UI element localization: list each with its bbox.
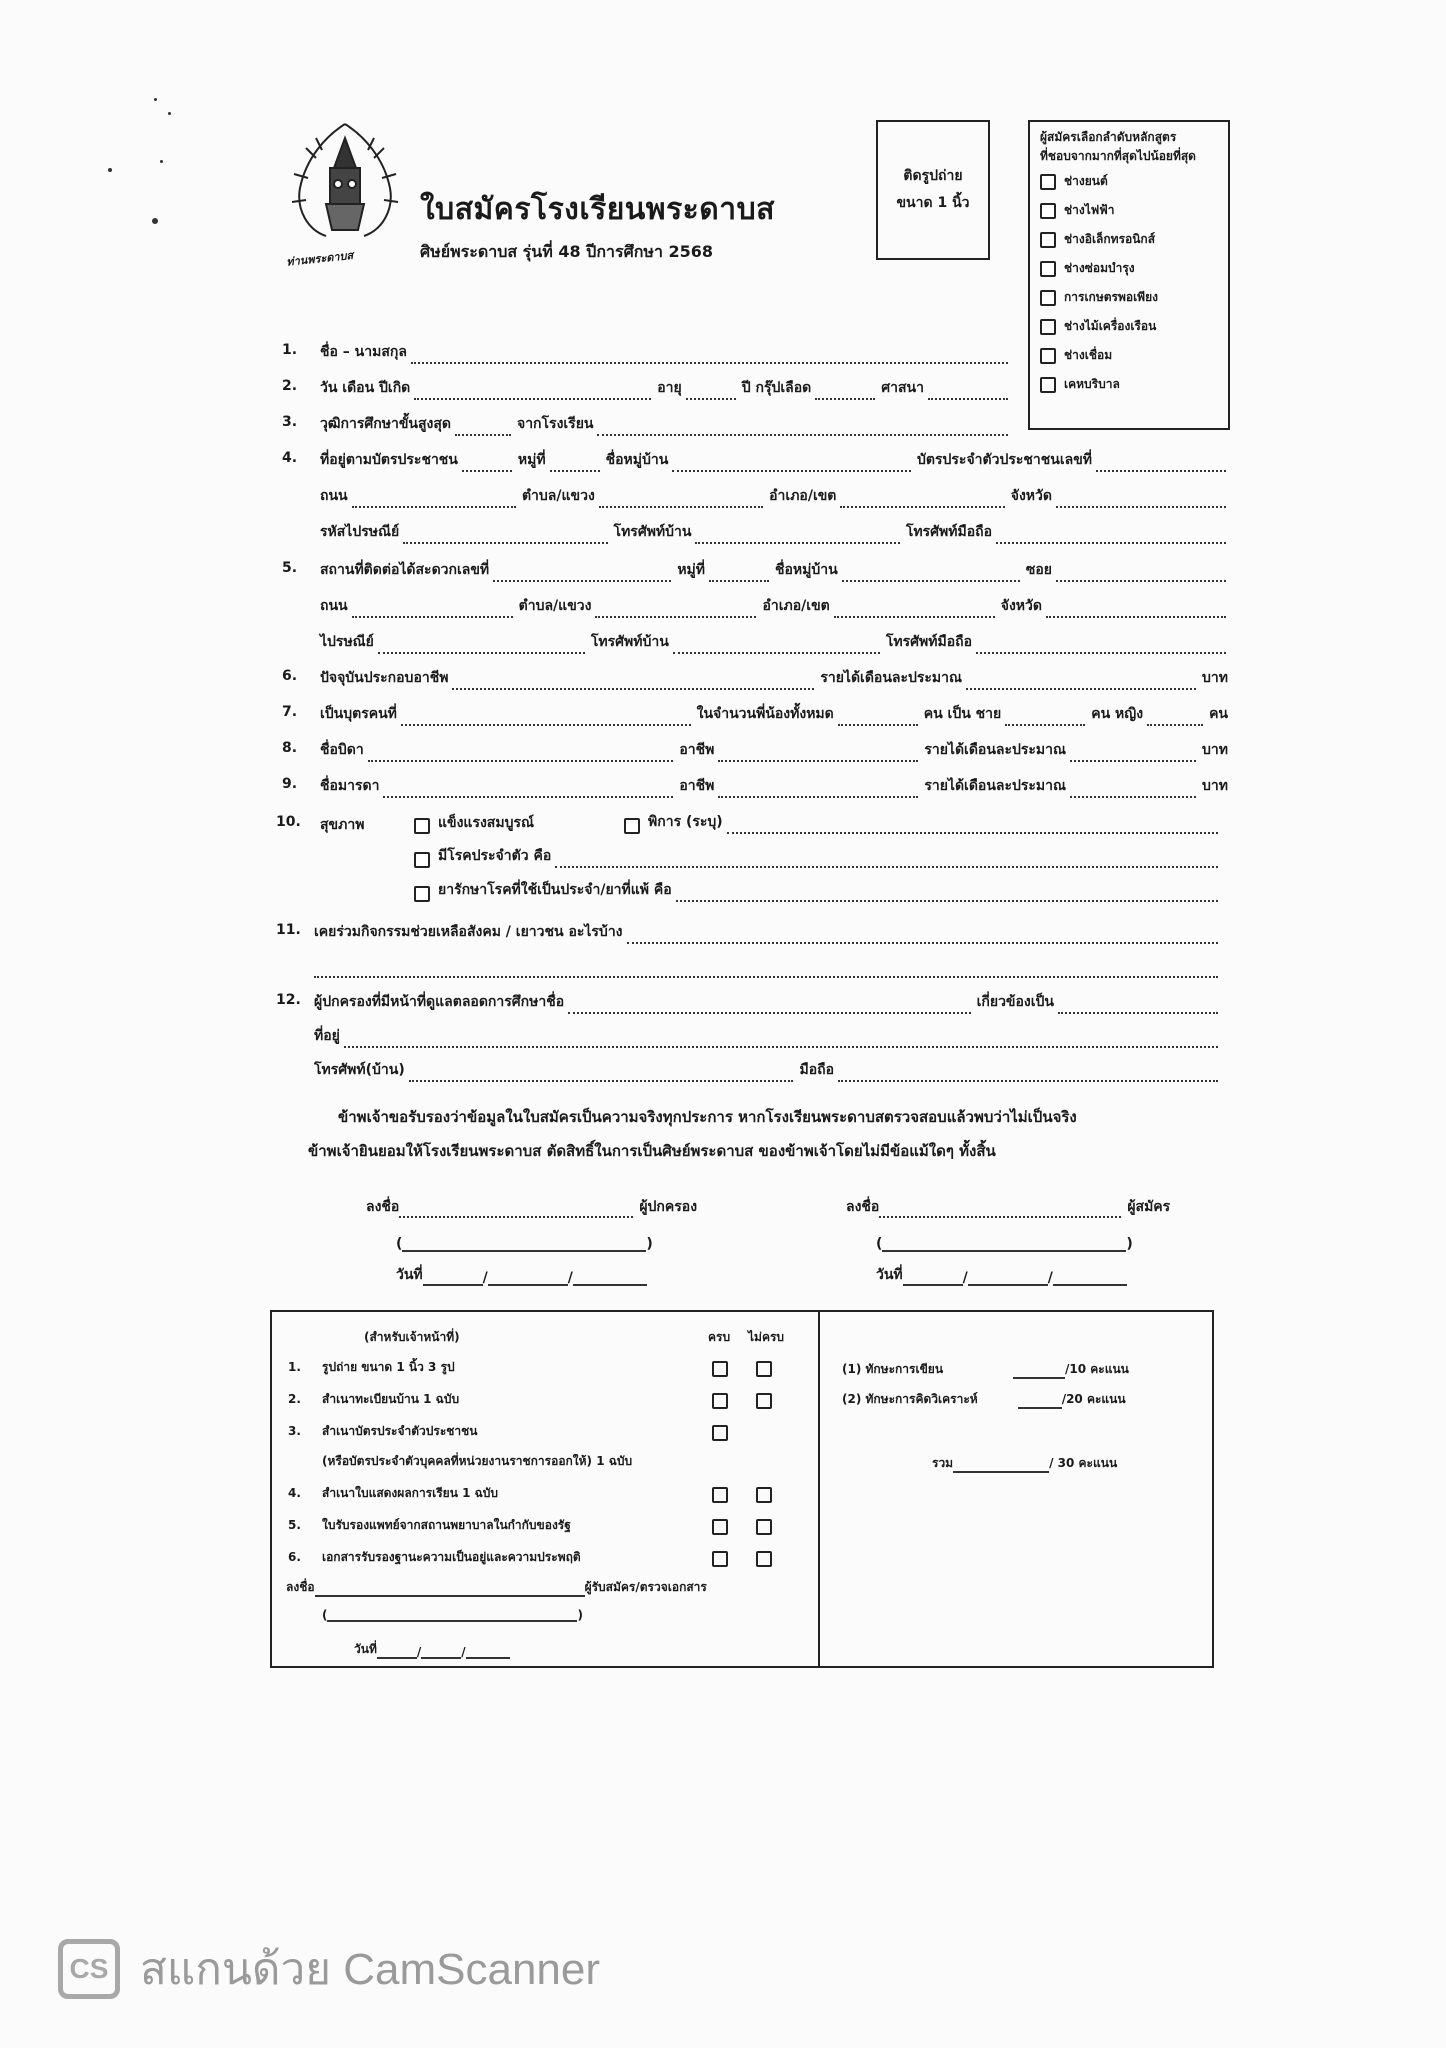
field-income[interactable] bbox=[966, 676, 1196, 690]
checkbox-complete[interactable] bbox=[712, 1551, 728, 1567]
label-relation: เกี่ยวข้องเป็น bbox=[976, 994, 1054, 1010]
course-box-title: ผู้สมัครเลือกลำดับหลักสูตร bbox=[1040, 130, 1177, 144]
checkbox-complete[interactable] bbox=[712, 1519, 728, 1535]
field-religion[interactable] bbox=[928, 386, 1008, 400]
label-district: อำเภอ/เขต bbox=[762, 598, 830, 614]
row-name bbox=[320, 342, 1014, 364]
field-mother-income[interactable] bbox=[1070, 784, 1196, 798]
score-analysis: (2) ทักษะการคิดวิเคราะห์ /20 คะแนน bbox=[842, 1390, 1126, 1409]
guardian-date: วันที่ / / bbox=[396, 1264, 647, 1286]
field-activity-line2[interactable] bbox=[314, 964, 1218, 978]
logo-caption: ท่านพระดาบส bbox=[285, 248, 354, 269]
row-guardian-phone bbox=[314, 1060, 1224, 1082]
label-homephone: โทรศัพท์บ้าน bbox=[590, 634, 669, 650]
label-baht: บาท bbox=[1202, 742, 1228, 758]
item-number: 3. bbox=[282, 414, 298, 430]
field-district[interactable] bbox=[840, 494, 1004, 508]
label-religion: ศาสนา bbox=[881, 380, 924, 396]
row-contact-2 bbox=[320, 596, 1232, 618]
label-activity: เคยร่วมกิจกรรมช่วยเหลือสังคม / เยาวชน อะไรบ้าง bbox=[314, 924, 623, 940]
field-mother[interactable] bbox=[383, 784, 673, 798]
item-number: 11. bbox=[276, 922, 301, 938]
field-guardian-phone[interactable] bbox=[409, 1068, 794, 1082]
label-siblings: ในจำนวนพี่น้องทั้งหมด bbox=[696, 706, 834, 722]
field-score-analysis[interactable] bbox=[1018, 1395, 1062, 1409]
label-moo: หมู่ที่ bbox=[517, 452, 546, 468]
label-blood: ปี กรุ๊ปเลือด bbox=[741, 380, 812, 396]
field-father[interactable] bbox=[368, 748, 674, 762]
item-number: 2. bbox=[282, 378, 298, 394]
field-guardian-address[interactable] bbox=[344, 1034, 1218, 1048]
applicant-signature: ลงชื่อ ผู้สมัคร bbox=[846, 1196, 1170, 1218]
label-mobile: โทรศัพท์มือถือ bbox=[885, 634, 973, 650]
option-disease[interactable]: มีโรคประจำตัว คือ bbox=[414, 846, 1224, 868]
field-homephone[interactable] bbox=[695, 530, 899, 544]
row-father bbox=[320, 740, 1232, 762]
label-guardian-address: ที่อยู่ bbox=[314, 1028, 340, 1044]
receiver-printed-name: ( ) bbox=[322, 1608, 583, 1622]
field-year[interactable] bbox=[466, 1645, 510, 1659]
guardian-signature: ลงชื่อ ผู้ปกครอง bbox=[366, 1196, 697, 1218]
field-month[interactable] bbox=[968, 1272, 1048, 1286]
watermark-text: สแกนด้วย CamScanner bbox=[140, 1945, 601, 1994]
field-fullname[interactable] bbox=[411, 350, 1008, 364]
course-selection-box bbox=[1028, 120, 1230, 430]
applicant-date: วันที่ / / bbox=[876, 1264, 1127, 1286]
item-number: 5. bbox=[282, 560, 298, 576]
checkbox-incomplete[interactable] bbox=[756, 1361, 772, 1377]
course-option[interactable]: ช่างไฟฟ้า bbox=[1040, 196, 1218, 225]
checkbox-complete[interactable] bbox=[712, 1393, 728, 1409]
field-village[interactable] bbox=[842, 568, 1020, 582]
label-village: ชื่อหมู่บ้าน bbox=[775, 562, 838, 578]
label-subdistrict: ตำบล/แขวง bbox=[518, 598, 592, 614]
label-baht: บาท bbox=[1202, 670, 1228, 686]
photo-label: ติดรูปถ่าย bbox=[903, 168, 963, 185]
item-number: 1. bbox=[282, 342, 298, 358]
item-number: 12. bbox=[276, 992, 301, 1008]
field-male[interactable] bbox=[1005, 712, 1085, 726]
row-contact-3 bbox=[320, 632, 1232, 654]
label-age: อายุ bbox=[657, 380, 682, 396]
office-item: 6. เอกสารรับรองฐานะความเป็นอยู่และความประพฤติ bbox=[288, 1549, 581, 1564]
field-subdistrict[interactable] bbox=[595, 604, 756, 618]
row-mother bbox=[320, 776, 1232, 798]
field-subdistrict[interactable] bbox=[599, 494, 763, 508]
checkbox-icon[interactable] bbox=[414, 852, 430, 868]
checkbox-icon[interactable] bbox=[1040, 319, 1056, 335]
course-option[interactable]: ช่างยนต์ bbox=[1040, 167, 1218, 196]
label-village: ชื่อหมู่บ้าน bbox=[605, 452, 669, 468]
field-province[interactable] bbox=[1056, 494, 1226, 508]
field-female[interactable] bbox=[1147, 712, 1203, 726]
row-birth bbox=[320, 378, 1014, 400]
score-writing: (1) ทักษะการเขียน /10 คะแนน bbox=[842, 1360, 1129, 1379]
field-applicant-signature[interactable] bbox=[879, 1204, 1121, 1218]
field-activity[interactable] bbox=[627, 930, 1218, 944]
field-occupation[interactable] bbox=[452, 676, 814, 690]
field-applicant-printed-name[interactable] bbox=[882, 1238, 1126, 1252]
office-header: (สำหรับเจ้าหน้าที่) bbox=[364, 1329, 460, 1344]
label-moo: หมู่ที่ bbox=[677, 562, 706, 578]
course-option[interactable]: ช่างเชื่อม bbox=[1040, 341, 1218, 370]
office-col-incomplete: ไม่ครบ bbox=[748, 1329, 785, 1344]
field-mobile[interactable] bbox=[976, 640, 1226, 654]
field-receiver-signature[interactable] bbox=[315, 1583, 585, 1597]
label-education: วุฒิการศึกษาขั้นสูงสุด bbox=[320, 416, 451, 432]
receiver-date: วันที่ / / bbox=[354, 1640, 510, 1659]
course-option[interactable]: ช่างซ่อมบำรุง bbox=[1040, 254, 1218, 283]
field-moo[interactable] bbox=[709, 568, 769, 582]
label-contact: สถานที่ติดต่อได้สะดวกเลขที่ bbox=[320, 562, 490, 578]
scan-speck bbox=[160, 160, 163, 163]
label-income: รายได้เดือนละประมาณ bbox=[820, 670, 963, 686]
field-contact-no[interactable] bbox=[493, 568, 671, 582]
scan-speck bbox=[108, 168, 112, 172]
row-guardian bbox=[314, 992, 1224, 1014]
label-guardian-mobile: มือถือ bbox=[799, 1062, 834, 1078]
label-road: ถนน bbox=[320, 488, 348, 504]
item-number: 8. bbox=[282, 740, 298, 756]
field-mother-job[interactable] bbox=[718, 784, 918, 798]
field-score-total[interactable] bbox=[953, 1459, 1049, 1473]
label-postal: ไปรษณีย์ bbox=[320, 634, 374, 650]
checkbox-icon[interactable] bbox=[1040, 203, 1056, 219]
row-siblings bbox=[320, 704, 1232, 726]
checkbox-incomplete[interactable] bbox=[756, 1551, 772, 1567]
label-province: จังหวัด bbox=[1000, 598, 1042, 614]
form-subtitle: ศิษย์พระดาบส รุ่นที่ 48 ปีการศึกษา 2568 bbox=[420, 242, 714, 261]
row-address-3 bbox=[320, 522, 1232, 544]
field-blood[interactable] bbox=[815, 386, 875, 400]
field-medicine[interactable] bbox=[676, 888, 1218, 902]
field-siblings[interactable] bbox=[838, 712, 918, 726]
label-female: คน หญิง bbox=[1091, 706, 1144, 722]
option-disabled[interactable]: พิการ (ระบุ) bbox=[624, 812, 1224, 834]
field-score-writing[interactable] bbox=[1013, 1365, 1065, 1379]
field-district[interactable] bbox=[834, 604, 995, 618]
item-number: 7. bbox=[282, 704, 298, 720]
scan-speck bbox=[168, 112, 171, 115]
field-month[interactable] bbox=[421, 1645, 461, 1659]
field-receiver-printed-name[interactable] bbox=[327, 1608, 577, 1622]
applicant-printed-name: ( ) bbox=[876, 1236, 1133, 1252]
label-baht: บาท bbox=[1202, 778, 1228, 794]
row-occupation bbox=[320, 668, 1232, 690]
label-guardian: ผู้ปกครองที่มีหน้าที่ดูแลตลอดการศึกษาชื่อ bbox=[314, 994, 565, 1010]
label-soi: ซอย bbox=[1025, 562, 1052, 578]
office-col-complete: ครบ bbox=[708, 1329, 731, 1344]
label-subdistrict: ตำบล/แขวง bbox=[521, 488, 595, 504]
scan-speck bbox=[154, 98, 157, 101]
item-number: 4. bbox=[282, 450, 298, 466]
item-number: 10. bbox=[276, 814, 301, 830]
checkbox-icon[interactable] bbox=[1040, 232, 1056, 248]
receiver-signature: ลงชื่อ ผู้รับสมัคร/ตรวจเอกสาร bbox=[286, 1578, 707, 1597]
item-number: 6. bbox=[282, 668, 298, 684]
checkbox-icon[interactable] bbox=[1040, 348, 1056, 364]
score-total: รวม / 30 คะแนน bbox=[932, 1454, 1117, 1473]
checkbox-incomplete[interactable] bbox=[756, 1519, 772, 1535]
field-month[interactable] bbox=[488, 1272, 568, 1286]
item-number: 9. bbox=[282, 776, 298, 792]
field-day[interactable] bbox=[423, 1272, 483, 1286]
label-district: อำเภอ/เขต bbox=[769, 488, 837, 504]
office-item: 1. รูปถ่าย ขนาด 1 นิ้ว 3 รูป bbox=[288, 1359, 455, 1374]
field-year[interactable] bbox=[573, 1272, 647, 1286]
field-road[interactable] bbox=[352, 604, 513, 618]
field-soi[interactable] bbox=[1056, 568, 1226, 582]
checkbox-incomplete[interactable] bbox=[756, 1487, 772, 1503]
checkbox-icon[interactable] bbox=[1040, 174, 1056, 190]
field-homephone[interactable] bbox=[673, 640, 880, 654]
label-child-order: เป็นบุตรคนที่ bbox=[320, 706, 397, 722]
field-village[interactable] bbox=[672, 458, 911, 472]
option-healthy[interactable]: แข็งแรงสมบูรณ์ bbox=[414, 812, 534, 834]
field-child-order[interactable] bbox=[401, 712, 691, 726]
checkbox-icon[interactable] bbox=[1040, 290, 1056, 306]
label-father-income: รายได้เดือนละประมาณ bbox=[924, 742, 1067, 758]
label-mother-income: รายได้เดือนละประมาณ bbox=[924, 778, 1067, 794]
declaration-line-1: ข้าพเจ้าขอรับรองว่าข้อมูลในใบสมัครเป็นความจริงทุกประการ หากโรงเรียนพระดาบสตรวจสอบแล้วพบว่าไม่เป็นจริง bbox=[338, 1108, 1077, 1126]
label-father: ชื่อบิดา bbox=[320, 742, 364, 758]
checkbox-icon[interactable] bbox=[414, 886, 430, 902]
field-disease[interactable] bbox=[555, 854, 1218, 868]
label-health: สุขภาพ bbox=[320, 817, 365, 833]
label-father-job: อาชีพ bbox=[679, 742, 715, 758]
office-item: 4. สำเนาใบแสดงผลการเรียน 1 ฉบับ bbox=[288, 1485, 499, 1500]
row-contact-1 bbox=[320, 560, 1232, 582]
field-guardian-printed-name[interactable] bbox=[402, 1238, 646, 1252]
field-dob[interactable] bbox=[414, 386, 651, 400]
course-option[interactable]: เคหบริบาล bbox=[1040, 370, 1218, 399]
checkbox-incomplete[interactable] bbox=[756, 1393, 772, 1409]
field-idcard[interactable] bbox=[1096, 458, 1226, 472]
row-address-2 bbox=[320, 486, 1232, 508]
label-mother-job: อาชีพ bbox=[679, 778, 715, 794]
office-use-box bbox=[270, 1310, 1214, 1668]
row-activity-2 bbox=[314, 956, 1224, 978]
camscanner-icon: CS bbox=[58, 1939, 120, 1999]
checkbox-icon[interactable] bbox=[624, 818, 640, 834]
office-divider bbox=[818, 1312, 820, 1666]
field-school[interactable] bbox=[597, 422, 1008, 436]
field-postal[interactable] bbox=[378, 640, 585, 654]
field-moo[interactable] bbox=[550, 458, 600, 472]
course-option[interactable]: ช่างไม้เครื่องเรือน bbox=[1040, 312, 1218, 341]
checkbox-complete[interactable] bbox=[712, 1487, 728, 1503]
label-id-address: ที่อยู่ตามบัตรประชาชน bbox=[320, 452, 458, 468]
course-option[interactable]: การเกษตรพอเพียง bbox=[1040, 283, 1218, 312]
label-province: จังหวัด bbox=[1010, 488, 1052, 504]
field-mobile[interactable] bbox=[996, 530, 1226, 544]
label-mobile: โทรศัพท์มือถือ bbox=[905, 524, 992, 540]
label-occupation: ปัจจุบันประกอบอาชีพ bbox=[320, 670, 449, 686]
field-relation[interactable] bbox=[1058, 1000, 1218, 1014]
office-item: 2. สำเนาทะเบียนบ้าน 1 ฉบับ bbox=[288, 1391, 460, 1406]
checkbox-icon[interactable] bbox=[414, 818, 430, 834]
course-option[interactable]: ช่างอิเล็กทรอนิกส์ bbox=[1040, 225, 1218, 254]
checkbox-complete[interactable] bbox=[712, 1425, 728, 1441]
checkbox-complete[interactable] bbox=[712, 1361, 728, 1377]
field-day[interactable] bbox=[903, 1272, 963, 1286]
label-school: จากโรงเรียน bbox=[516, 416, 594, 432]
field-disability[interactable] bbox=[727, 820, 1218, 834]
field-father-job[interactable] bbox=[718, 748, 918, 762]
label-road: ถนน bbox=[320, 598, 348, 614]
row-activity bbox=[314, 922, 1224, 944]
photo-box bbox=[876, 120, 990, 260]
row-address-1 bbox=[320, 450, 1232, 472]
field-road[interactable] bbox=[352, 494, 516, 508]
field-guardian[interactable] bbox=[568, 1000, 970, 1014]
checkbox-icon[interactable] bbox=[1040, 377, 1056, 393]
field-guardian-mobile[interactable] bbox=[838, 1068, 1218, 1082]
field-house-no[interactable] bbox=[462, 458, 512, 472]
photo-size: ขนาด 1 นิ้ว bbox=[896, 195, 970, 211]
label-guardian-phone: โทรศัพท์(บ้าน) bbox=[314, 1062, 405, 1078]
row-education bbox=[320, 414, 1014, 436]
field-day[interactable] bbox=[377, 1645, 417, 1659]
field-postal[interactable] bbox=[403, 530, 607, 544]
label-male: คน เป็น ชาย bbox=[923, 706, 1002, 722]
label-idcard: บัตรประจำตัวประชาชนเลขที่ bbox=[917, 452, 1092, 468]
label-dob: วัน เดือน ปีเกิด bbox=[320, 380, 411, 396]
guardian-printed-name: ( ) bbox=[396, 1236, 653, 1252]
field-province[interactable] bbox=[1046, 604, 1226, 618]
label-fullname: ชื่อ – นามสกุล bbox=[320, 344, 407, 360]
office-item: 5. ใบรับรองแพทย์จากสถานพยาบาลในกำกับของรัฐ bbox=[288, 1517, 571, 1532]
office-item-note: (หรือบัตรประจำตัวบุคคลที่หน่วยงานราชการออกให้) 1 ฉบับ bbox=[322, 1453, 633, 1468]
field-education[interactable] bbox=[455, 422, 511, 436]
field-year[interactable] bbox=[1053, 1272, 1127, 1286]
label-postal: รหัสไปรษณีย์ bbox=[320, 524, 400, 540]
course-box-subtitle: ที่ชอบจากมากที่สุดไปน้อยที่สุด bbox=[1040, 148, 1196, 163]
row-guardian-address bbox=[314, 1026, 1224, 1048]
declaration-line-2: ข้าพเจ้ายินยอมให้โรงเรียนพระดาบส ตัดสิทธิ์ในการเป็นศิษย์พระดาบส ของข้าพเจ้าโดยไม่มีข้อแม้ใดๆ ทั้งสิ้น bbox=[308, 1142, 996, 1160]
office-item: 3. สำเนาบัตรประจำตัวประชาชน bbox=[288, 1423, 478, 1438]
school-logo bbox=[286, 118, 404, 278]
field-age[interactable] bbox=[686, 386, 736, 400]
label-people: คน bbox=[1209, 706, 1228, 722]
field-guardian-signature[interactable] bbox=[399, 1204, 633, 1218]
form-title: ใบสมัครโรงเรียนพระดาบส bbox=[420, 192, 775, 227]
camscanner-watermark bbox=[58, 1934, 600, 2004]
option-medicine[interactable]: ยารักษาโรคที่ใช้เป็นประจำ/ยาที่แพ้ คือ bbox=[414, 880, 1224, 902]
field-father-income[interactable] bbox=[1070, 748, 1196, 762]
label-homephone: โทรศัพท์บ้าน bbox=[613, 524, 692, 540]
scan-speck bbox=[152, 218, 158, 224]
label-mother: ชื่อมารดา bbox=[320, 778, 380, 794]
checkbox-icon[interactable] bbox=[1040, 261, 1056, 277]
